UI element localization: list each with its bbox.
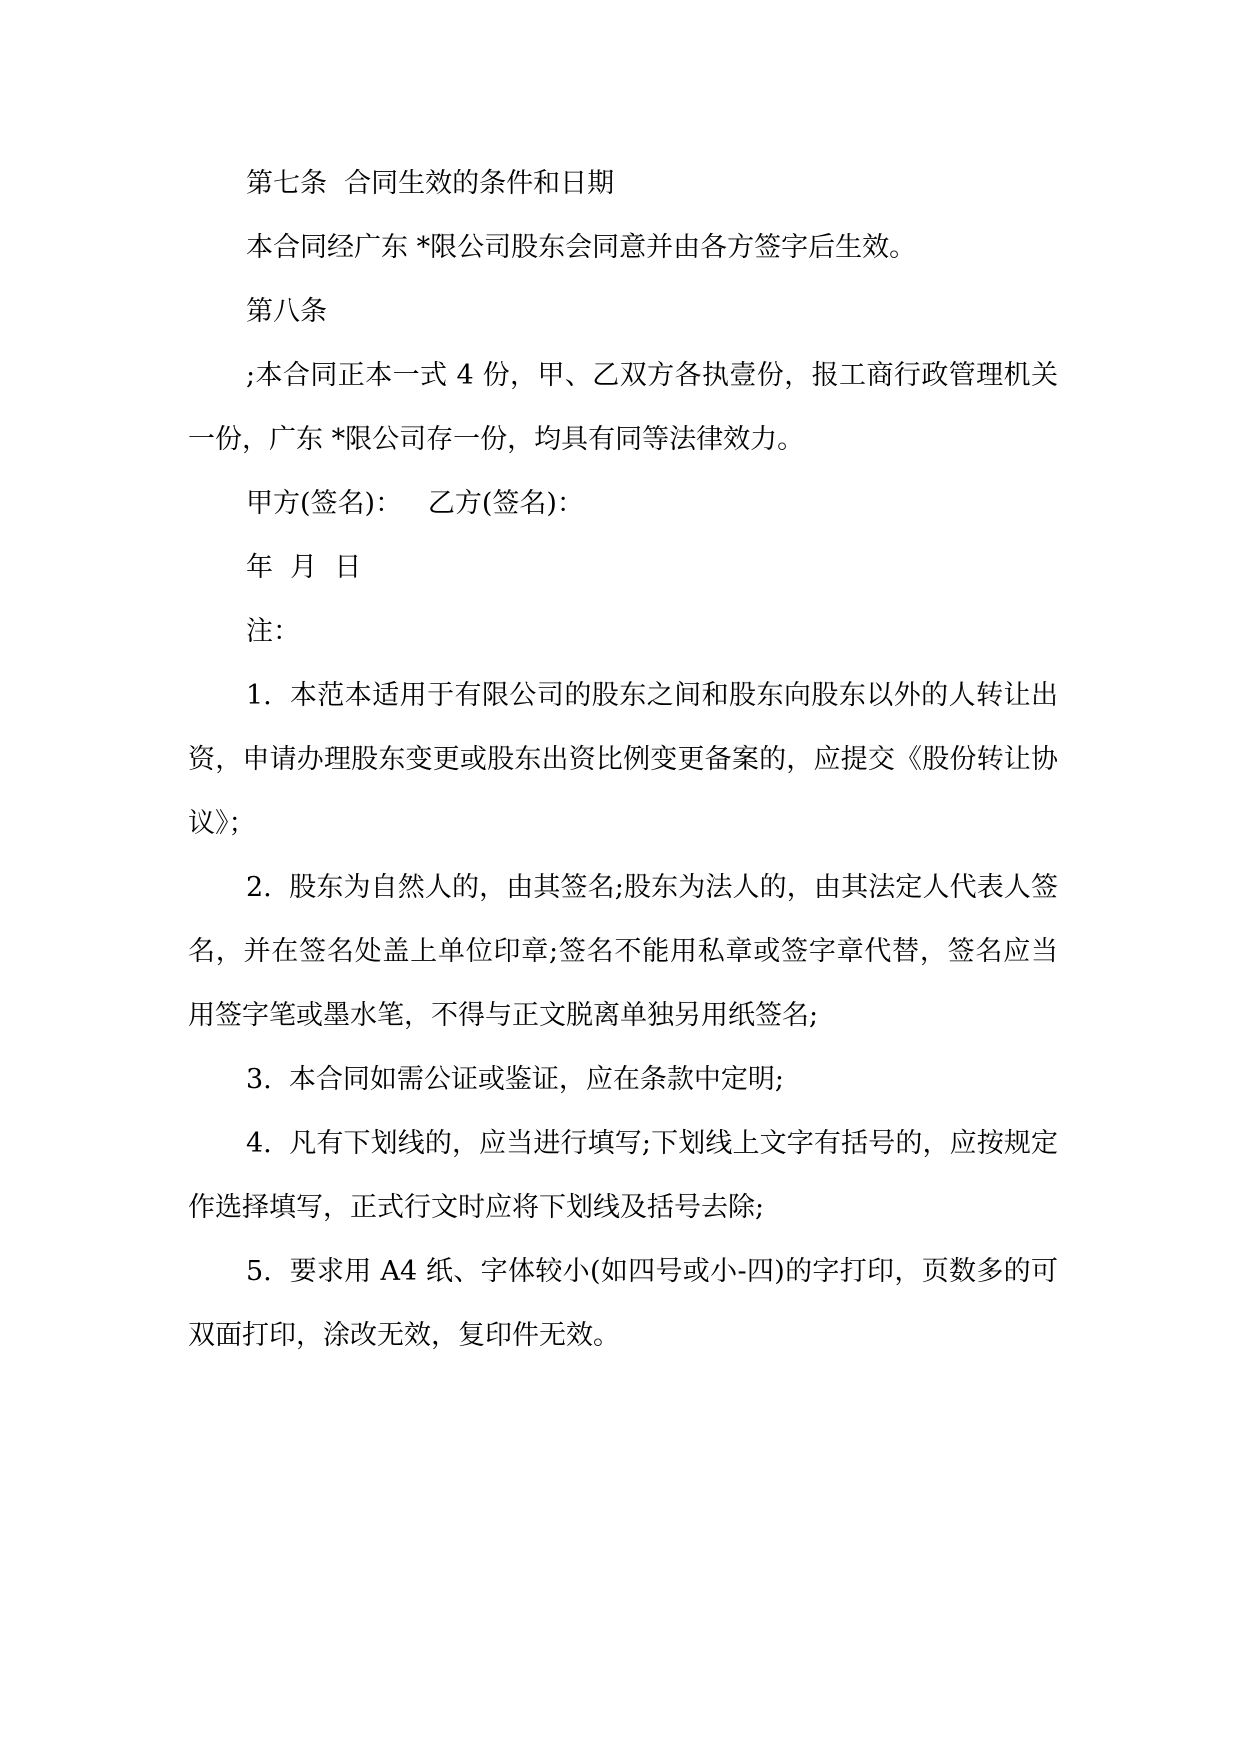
- note-item-3: 3. 本合同如需公证或鉴证，应在条款中定明;: [246, 1064, 785, 1095]
- date-line: 年 月 日: [246, 552, 362, 583]
- note-item-2: 2. 股东为自然人的，由其签名;股东为法人的，由其法定人代表人签名，并在签名处盖上单位印章;签名不能用私章或签字章代替，签名应当用签字笔或墨水笔，不得与正文脱离单独另用纸签名;: [188, 872, 1058, 1031]
- article-eight-heading: 第八条: [246, 296, 327, 327]
- document-body: [188, 152, 1058, 1368]
- signature-line: 甲方(签名)： 乙方(签名)：: [246, 488, 584, 519]
- note-item-1: 1. 本范本适用于有限公司的股东之间和股东向股东以外的人转让出资，申请办理股东变更或股东出资比例变更备案的，应提交《股份转让协议》；: [188, 680, 1058, 839]
- article-eight-text: ;本合同正本一式 4 份，甲、乙双方各执壹份，报工商行政管理机关一份，广东 *限公司存一份，均具有同等法律效力。: [188, 360, 1058, 455]
- article-seven-heading: 第七条 合同生效的条件和日期: [246, 168, 615, 199]
- article-seven-text: 本合同经广东 *限公司股东会同意并由各方签字后生效。: [246, 232, 917, 263]
- notes-heading: 注：: [246, 616, 300, 647]
- note-item-5: 5. 要求用 A4 纸、字体较小(如四号或小-四)的字打印，页数多的可双面打印，涂改无效，复印件无效。: [188, 1256, 1058, 1351]
- note-item-4: 4. 凡有下划线的，应当进行填写;下划线上文字有括号的，应按规定作选择填写，正式行文时应将下划线及括号去除;: [188, 1128, 1058, 1223]
